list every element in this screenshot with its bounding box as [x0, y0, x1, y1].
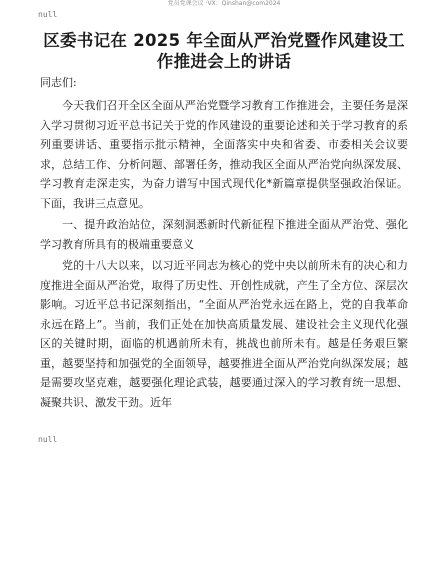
paragraph-section-1: 党的十八大以来，以习近平同志为核心的党中央以前所未有的决心和力度推进全面从严治党，取得了历史性、开创性成就，产生了全方位、深层次影响。习近平总书记深刻指出，“全面从严治党永远在路上，党的自我革命永远在路上”。当前，我们正处在加快高质量发展、建设社会主义现代化强区的关键时期，面临的机遇前所未有，挑战也前所未有。越是任务艰巨繁重，越要坚持和加强党的全面领导，越要推进全面从严治党向纵深发展；越是需要攻坚克难，越要强化理论武装，越要通过深入的学习教育统一思想、凝聚共识、激发干劲。近年 — [40, 259, 408, 409]
null-marker-bottom: null — [38, 435, 58, 444]
section-heading-1: 一、提升政治站位，深刻洞悉新时代新征程下推进全面从严治党、强化学习教育所具有的极端重要意义 — [40, 218, 408, 251]
paragraph-intro: 今天我们召开全区全面从严治党暨学习教育工作推进会，主要任务是深入学习贯彻习近平总书记关于党的作风建设的重要论述和关于学习教育的系列重要讲话、重要指示批示精神，全面落实中央和省委、市委相关会议要求，总结工作、分析问题、部署任务，推动我区全面从严治党向纵深发展、学习教育走深走实，为奋力谱写中国式现代化*新篇章提供坚强政治保证。下面，我讲三点意见。 — [40, 99, 408, 210]
document-title: 区委书记在 2025 年全面从严治党暨作风建设工作推进会上的讲话 — [43, 31, 405, 71]
document-body — [40, 96, 408, 412]
greeting: 同志们: — [40, 76, 77, 89]
header-note: 党员党课会议 ·VX：Qinshan@com2024 — [167, 0, 281, 7]
null-marker-top: null — [38, 10, 58, 19]
